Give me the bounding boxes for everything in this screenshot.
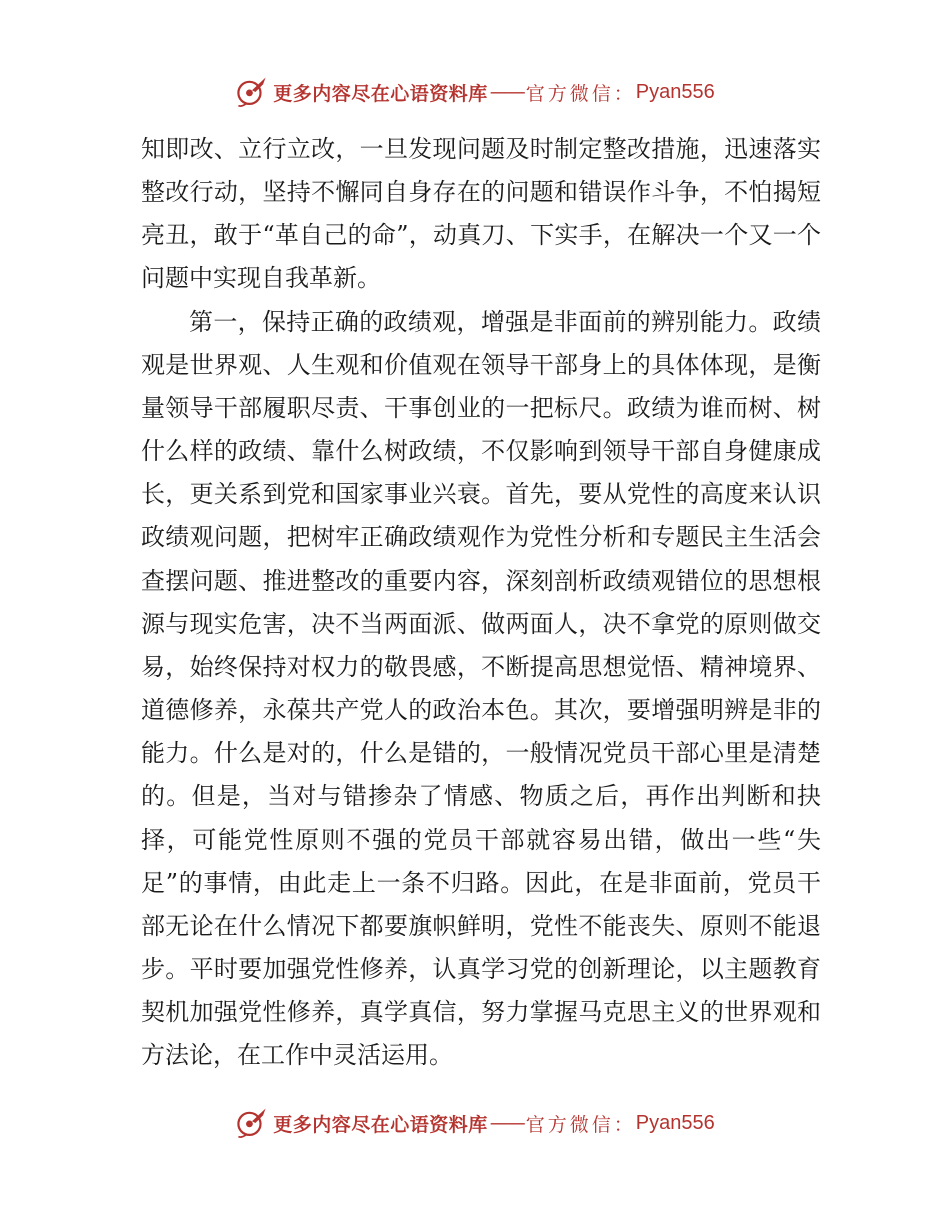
- header-separator: ——: [489, 81, 524, 103]
- header-wechat-label: 官方微信：: [525, 82, 636, 105]
- document-body: [141, 128, 821, 1077]
- header-wechat-handle: Pyan556: [635, 80, 715, 103]
- footer-banner: [0, 1103, 950, 1143]
- footer-brand-text: 更多内容尽在心语资料库: [273, 1113, 488, 1136]
- header-brand-text: 更多内容尽在心语资料库: [273, 82, 488, 105]
- footer-wechat-label: 官方微信：: [525, 1113, 636, 1136]
- quill-logo-icon: [235, 1106, 269, 1140]
- header-banner: [0, 72, 950, 112]
- paragraph: 知即改、立行立改，一旦发现问题及时制定整改措施，迅速落实整改行动，坚持不懈同自身存在的问题和错误作斗争，不怕揭短亮丑，敢于“革自己的命”，动真刀、下实手，在解决一个又一个问题中实现自我革新。: [141, 135, 821, 293]
- quill-logo-icon: [235, 75, 269, 109]
- paragraph: 第一，保持正确的政绩观，增强是非面前的辨别能力。政绩观是世界观、人生观和价值观在领导干部身上的具体体现，是衡量领导干部履职尽责、干事创业的一把标尺。政绩为谁而树、树什么样的政绩、靠什么树政绩，不仅影响到领导干部自身健康成长，更关系到党和国家事业兴衰。首先，要从党性的高度来认识政绩观问题，把树牢正确政绩观作为党性分析和专题民主生活会查摆问题、推进整改的重要内容，深刻剖析政绩观错位的思想根源与现实危害，决不当两面派、做两面人，决不拿党的原则做交易，始终保持对权力的敬畏感，不断提高思想觉悟、精神境界、道德修养，永葆共产党人的政治本色。其次，要增强明辨是非的能力。什么是对的，什么是错的，一般情况党员干部心里是清楚的。但是，当对与错掺杂了情感、物质之后，再作出判断和抉择，可能党性原则不强的党员干部就容易出错，做出一些“失足”的事情，由此走上一条不归路。因此，在是非面前，党员干部无论在什么情况下都要旗帜鲜明，党性不能丧失、原则不能退步。平时要加强党性修养，认真学习党的创新理论，以主题教育契机加强党性修养，真学真信，努力掌握马克思主义的世界观和方法论，在工作中灵活运用。: [141, 307, 821, 1070]
- footer-separator: ——: [489, 1112, 524, 1134]
- footer-wechat-handle: Pyan556: [635, 1111, 715, 1134]
